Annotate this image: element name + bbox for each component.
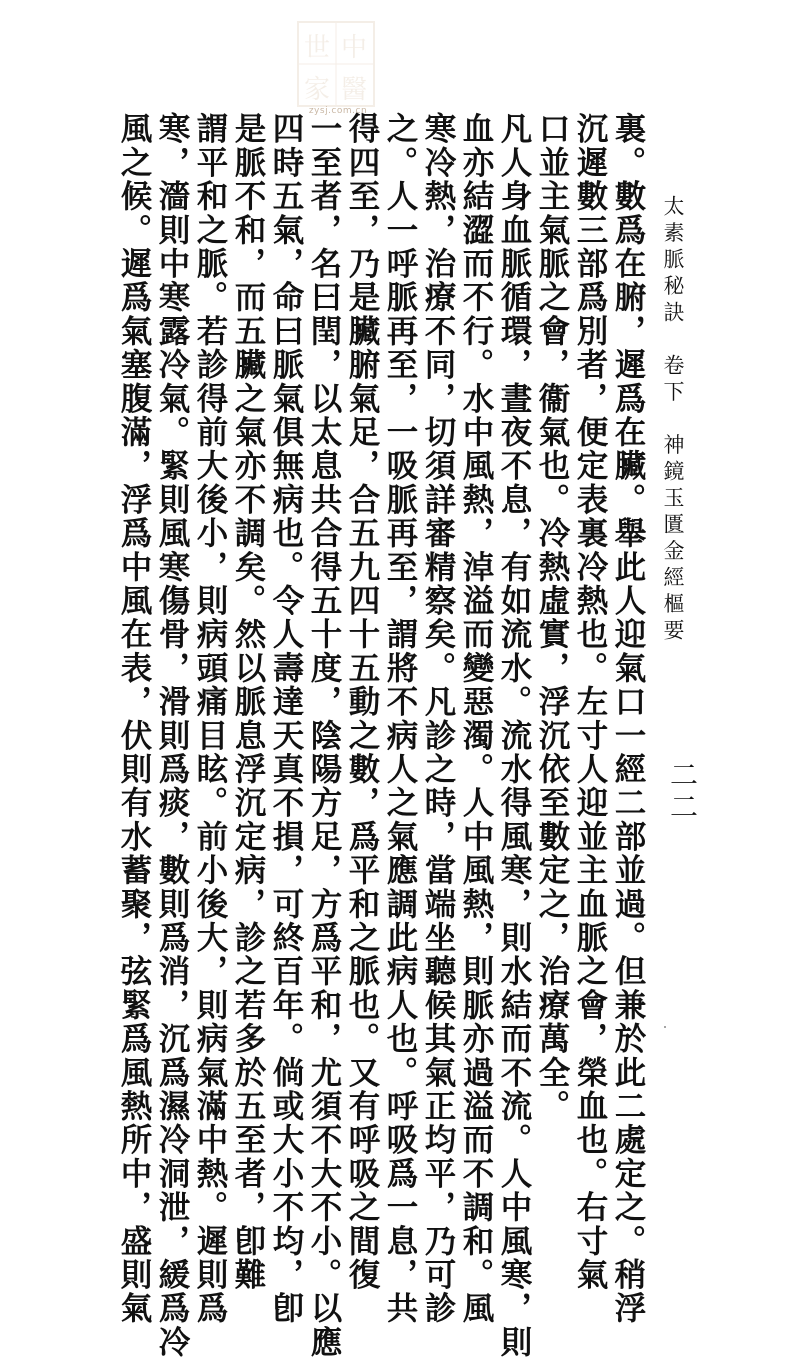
text-column-10: 四時五氣，命曰脈氣俱無病也。令人壽達天真不損，可終百年。倘或大小不均，卽 [268, 112, 305, 1326]
page-speck [664, 1026, 666, 1028]
running-title: 太素脈秘訣 卷下 神鏡玉匱金經樞要 [661, 195, 685, 646]
text-column-6: 寒冷熱，治療不同，切須詳審精察矣。凡診之時，當端坐聽候其氣正均平，乃可診 [420, 112, 457, 1326]
text-column-5: 血亦結澀而不行。水中風熱，淖溢而變惡濁。人中風熱，則脈亦過溢而不調和。風 [458, 112, 495, 1326]
text-column-4: 凡人身血脈循環，晝夜不息，有如流水。流水得風寒，則水結而不流。人中風寒，則 [496, 112, 533, 1359]
text-column-14: 風之候。遲爲氣塞腹滿，浮爲中風在表，伏則有水蓄聚，弦緊爲風熱所中，盛則氣 [116, 112, 153, 1326]
text-column-12: 謂平和之脈。若診得前大後小，則病頭痛目眩。前小後大，則病氣滿中熱。遲則爲 [192, 112, 229, 1326]
text-column-11: 是脈不和，而五臟之氣亦不調矣。然以脈息浮沉定病，診之若多於五至者，卽難 [230, 112, 267, 1292]
text-column-1: 裏。數爲在腑，遲爲在臟。舉此人迎氣口一經二部並過。但兼於此二處定之。稍浮 [610, 112, 647, 1326]
zysj-logo-watermark [296, 20, 376, 108]
svg-text:世: 世 [303, 33, 331, 63]
text-column-13: 寒，濇則中寒露冷氣。緊則風寒傷骨，滑則爲痰，數則爲消，沉爲濕冷洞泄，緩爲冷 [154, 112, 191, 1359]
watermark-url: zysj.com.cn [308, 106, 368, 116]
text-column-3: 口並主氣脈之會，衞氣也。冷熱虛實，浮沉依至數定之，治療萬全。 [534, 112, 571, 1123]
text-column-2: 沉遲數三部爲別者，便定表裏冷熱也。左寸人迎並主血脈之會，榮血也。右寸氣 [572, 112, 609, 1292]
svg-text:中: 中 [340, 33, 368, 63]
text-column-9: 一至者，名曰閏，以太息共合得五十度，陰陽方足，方爲平和，尤須不大不小。以應 [306, 112, 343, 1359]
svg-text:醫: 醫 [340, 75, 368, 105]
svg-text:家: 家 [303, 75, 331, 105]
text-column-7: 之。人一呼脈再至，一吸脈再至，謂將不病人之氣應調此病人也。呼吸爲一息，共 [382, 112, 419, 1326]
text-column-8: 得四至，乃是臟腑氣足，合五九四十五動之數，爲平和之脈也。又有呼吸之間復 [344, 112, 381, 1292]
page-number: 二二 [666, 760, 699, 824]
